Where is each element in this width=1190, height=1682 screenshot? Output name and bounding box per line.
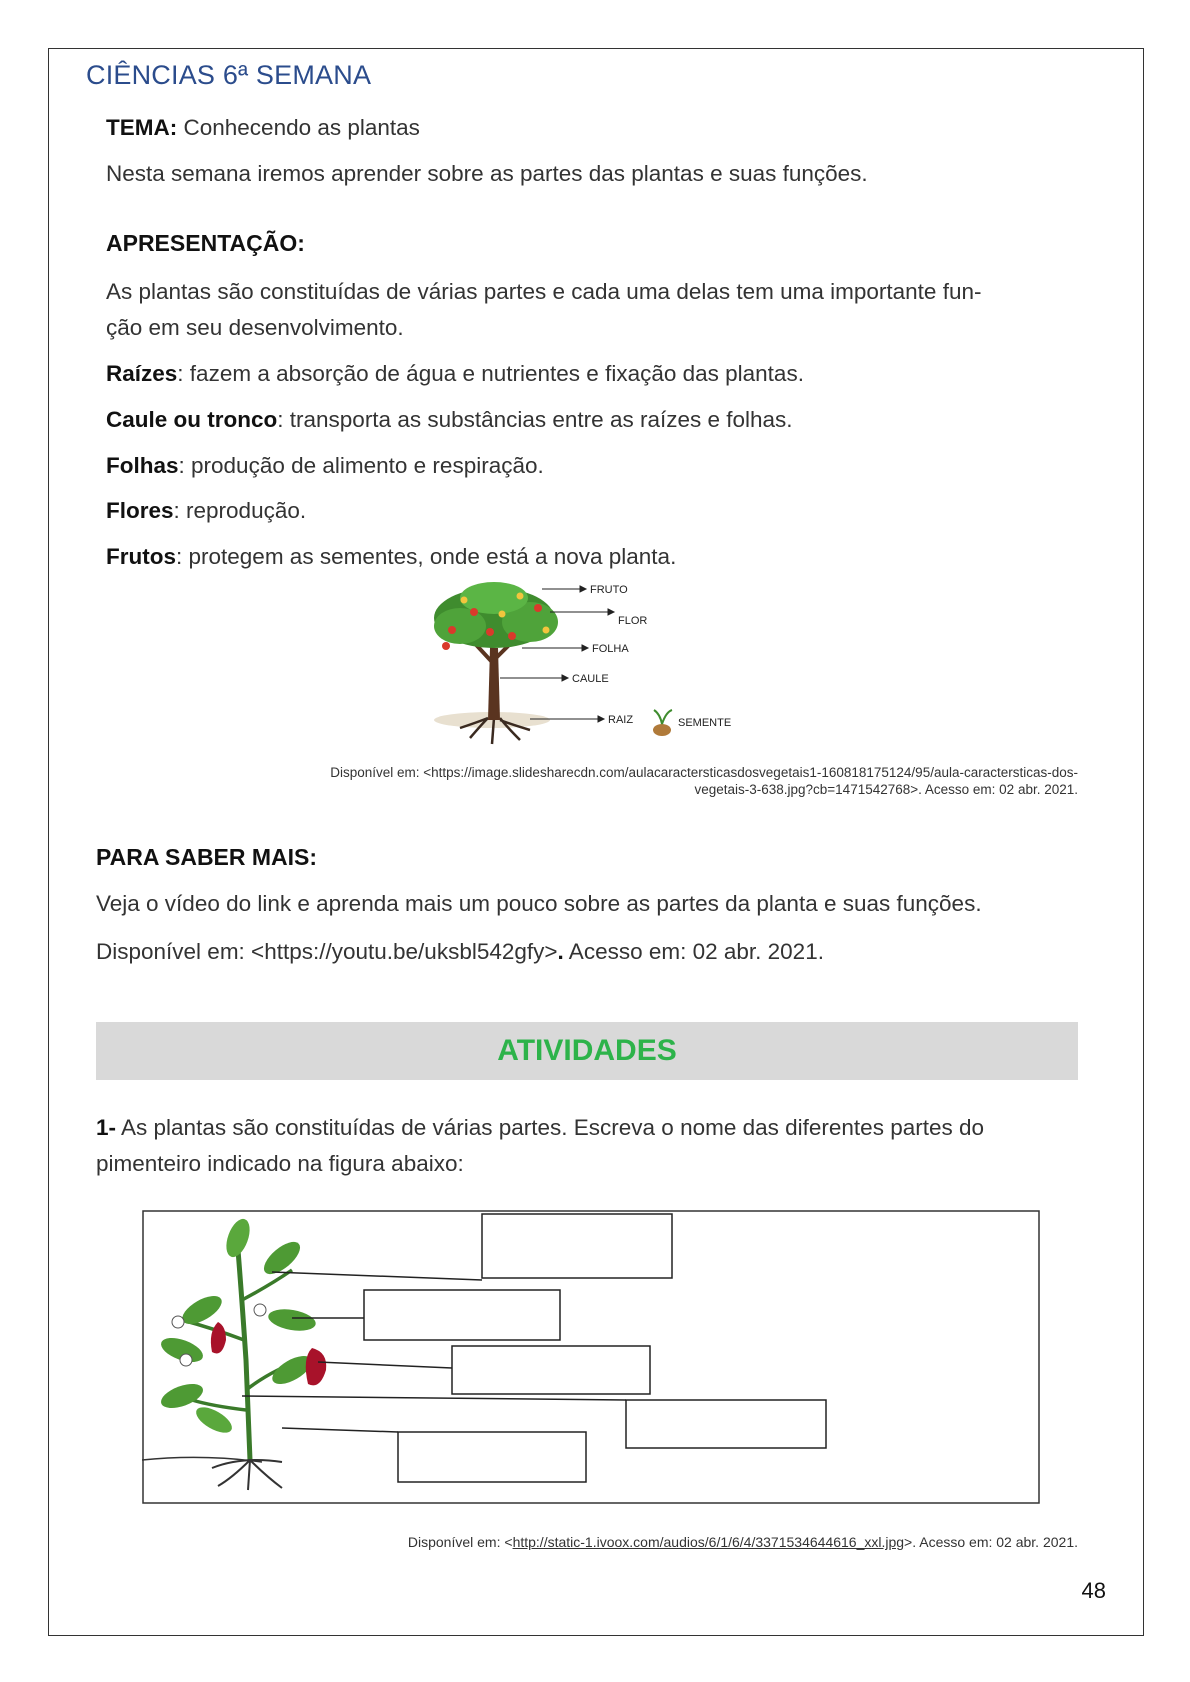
label-fruto: FRUTO: [590, 584, 628, 596]
saber-mais-link-line: [96, 934, 824, 970]
caption-suffix: >. Acesso em: 02 abr. 2021.: [904, 1534, 1078, 1550]
access-date: Acesso em: 02 abr. 2021.: [563, 939, 824, 964]
part-term: Flores: [106, 498, 174, 523]
part-raizes: [106, 356, 804, 392]
part-desc: : reprodução.: [173, 498, 307, 523]
tema-label: TEMA:: [106, 115, 178, 140]
tree-diagram: [430, 578, 760, 750]
answer-box-3[interactable]: [452, 1346, 650, 1394]
apresentacao-line1: As plantas são constituídas de várias partes e cada uma delas tem uma importante fun-: [106, 279, 982, 304]
part-desc: : fazem a absorção de água e nutrientes e fixação das plantas.: [177, 361, 804, 386]
part-term: Caule ou tronco: [106, 407, 278, 432]
page-title: CIÊNCIAS 6ª SEMANA: [86, 60, 372, 90]
video-link[interactable]: Disponível em: <https://youtu.be/uksbl542gfy>: [96, 939, 558, 964]
intro-text: Nesta semana iremos aprender sobre as partes das plantas e suas funções.: [106, 161, 868, 186]
atividades-bar: [96, 1022, 1078, 1080]
link-dot: .: [557, 939, 564, 964]
tree-caption-line1: Disponível em: <https://image.slidesharecdn.com/aulacaractersticasdosvegetais1-160818175124/95/aula-caractersticas-dos-: [330, 765, 1078, 780]
saber-mais-text: Veja o vídeo do link e aprenda mais um pouco sobre as partes da planta e suas funções.: [96, 891, 982, 916]
part-term: Frutos: [106, 544, 176, 569]
label-folha: FOLHA: [592, 643, 629, 655]
apresentacao-line2: ção em seu desenvolvimento.: [106, 315, 404, 340]
seed-icon: [653, 710, 672, 736]
question-1-line1: [96, 1110, 984, 1146]
tree-caption: [118, 764, 1078, 798]
pepper-caption: [408, 1534, 1078, 1551]
atividades-title: ATIVIDADES: [497, 1034, 677, 1067]
pepper-source-link[interactable]: http://static-1.ivoox.com/audios/6/1/6/4/3371534644616_xxl.jpg: [512, 1534, 905, 1550]
part-desc: : produção de alimento e respiração.: [178, 453, 544, 478]
label-raiz: RAIZ: [608, 714, 634, 726]
question-number: 1-: [96, 1115, 117, 1140]
label-caule: CAULE: [572, 673, 609, 685]
label-flor: FLOR: [618, 615, 648, 627]
tema-line: [106, 110, 420, 146]
saber-mais-heading: PARA SABER MAIS:: [96, 844, 318, 870]
answer-box-5[interactable]: [398, 1432, 586, 1482]
caption-prefix: Disponível em: <: [407, 1534, 513, 1550]
part-term: Raízes: [106, 361, 178, 386]
part-term: Folhas: [106, 453, 179, 478]
part-desc: : transporta as substâncias entre as raízes e folhas.: [277, 407, 793, 432]
part-folhas: [106, 448, 544, 484]
tree-caption-line2: vegetais-3-638.jpg?cb=1471542768>. Acesso em: 02 abr. 2021.: [694, 782, 1078, 797]
label-semente: SEMENTE: [678, 717, 732, 729]
part-flores: [106, 493, 306, 529]
page-number: 48: [1081, 1578, 1106, 1603]
part-caule: [106, 402, 793, 438]
answer-box-4[interactable]: [626, 1400, 826, 1448]
answer-box-1[interactable]: [482, 1214, 672, 1278]
question-1-line2: pimenteiro indicado na figura abaixo:: [96, 1151, 464, 1176]
tree-illustration: [434, 582, 558, 744]
part-desc: : protegem as sementes, onde está a nova planta.: [176, 544, 677, 569]
answer-box-2[interactable]: [364, 1290, 560, 1340]
apresentacao-heading: APRESENTAÇÃO:: [106, 230, 305, 256]
part-frutos: [106, 539, 676, 575]
tema-text: Conhecendo as plantas: [177, 115, 420, 140]
pepper-exercise-figure: [142, 1210, 1040, 1504]
question-text: As plantas são constituídas de várias partes. Escreva o nome das diferentes partes do: [116, 1115, 985, 1140]
